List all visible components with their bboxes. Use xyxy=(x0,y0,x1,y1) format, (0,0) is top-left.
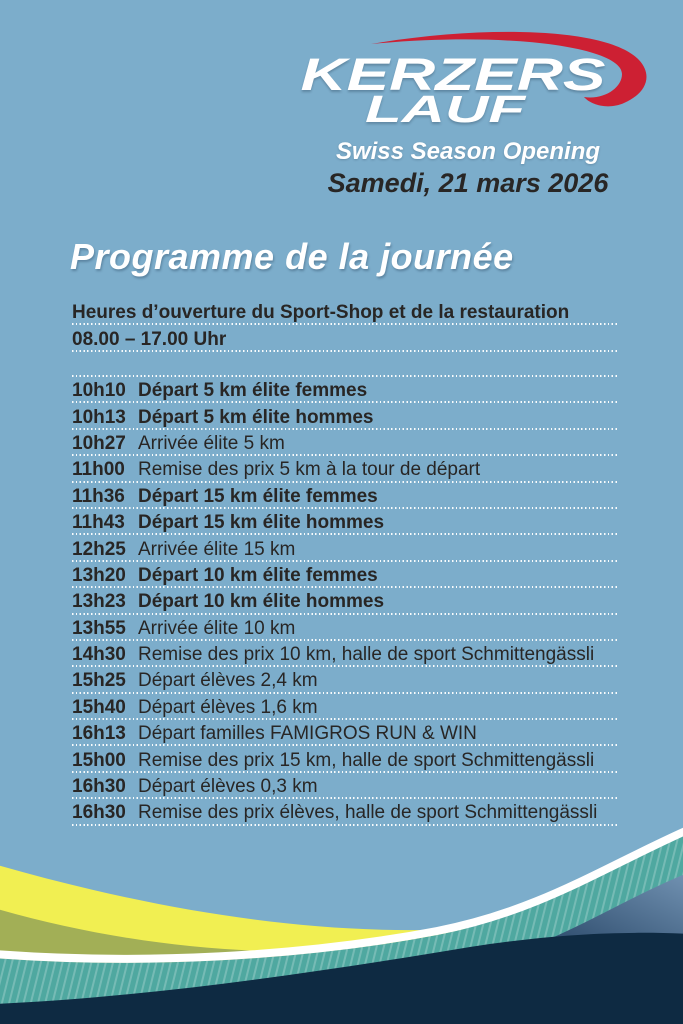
event-subtitle: Swiss Season Opening xyxy=(335,138,601,165)
schedule-time: 16h13 xyxy=(72,723,126,745)
schedule-event: Départ 10 km élite femmes xyxy=(138,564,378,586)
schedule-event: Départ 10 km élite hommes xyxy=(138,591,385,613)
schedule-row xyxy=(72,510,618,536)
schedule-time: 11h00 xyxy=(72,459,125,481)
schedule-time: 15h25 xyxy=(72,670,126,692)
schedule-row xyxy=(72,747,618,773)
spacer-row xyxy=(72,353,618,378)
opening-hours-time: 08.00 – 17.00 Uhr xyxy=(72,328,227,350)
schedule-event: Départ 15 km élite femmes xyxy=(138,485,378,507)
schedule-time: 10h10 xyxy=(72,380,126,402)
schedule-time: 15h40 xyxy=(72,696,126,718)
schedule-time: 10h13 xyxy=(72,406,126,428)
kerzerslauf-logo xyxy=(283,30,653,130)
schedule-event: Remise des prix 10 km, halle de sport Schmittengässli xyxy=(138,644,595,666)
schedule-row xyxy=(72,536,618,562)
opening-hours-value xyxy=(72,326,618,353)
schedule-row xyxy=(72,589,618,615)
footer-wave-graphic xyxy=(0,804,683,1024)
schedule-row xyxy=(72,642,618,668)
schedule-event: Arrivée élite 5 km xyxy=(138,432,285,454)
schedule-time: 16h30 xyxy=(72,802,126,824)
schedule-row xyxy=(72,378,618,404)
schedule-time: 12h25 xyxy=(72,538,126,560)
event-date: Samedi, 21 mars 2026 xyxy=(327,168,609,198)
opening-hours-text: Heures d’ouverture du Sport-Shop et de la restauration xyxy=(72,301,570,323)
program-section xyxy=(72,299,618,827)
schedule-row xyxy=(72,668,618,694)
schedule-event: Départ 5 km élite femmes xyxy=(138,380,368,402)
schedule-event: Départ élèves 0,3 km xyxy=(138,776,318,798)
schedule-event: Départ élèves 1,6 km xyxy=(138,696,318,718)
schedule-time: 13h20 xyxy=(72,564,126,586)
schedule-row xyxy=(72,457,618,483)
logo-text-lauf: LAUF xyxy=(365,89,528,131)
logo-text-kerzers: KERZERS xyxy=(300,49,606,100)
schedule-event: Remise des prix élèves, halle de sport Schmittengässli xyxy=(138,802,598,824)
schedule-row xyxy=(72,721,618,747)
schedule-time: 11h36 xyxy=(72,485,125,507)
schedule-event: Départ 15 km élite hommes xyxy=(138,512,385,534)
schedule-event: Départ élèves 2,4 km xyxy=(138,670,318,692)
schedule-event: Remise des prix 5 km à la tour de départ xyxy=(138,459,481,481)
schedule-time: 11h43 xyxy=(72,512,125,534)
schedule-time: 10h27 xyxy=(72,432,126,454)
schedule-row xyxy=(72,563,618,589)
schedule-row xyxy=(72,774,618,800)
page-title: Programme de la journée xyxy=(70,236,514,277)
schedule-time: 16h30 xyxy=(72,776,126,798)
schedule-row xyxy=(72,484,618,510)
schedule-row xyxy=(72,431,618,457)
header xyxy=(283,30,653,198)
schedule-time: 14h30 xyxy=(72,644,126,666)
schedule-event: Arrivée élite 15 km xyxy=(138,538,296,560)
schedule-event: Arrivée élite 10 km xyxy=(138,617,296,639)
schedule-row xyxy=(72,616,618,642)
schedule-row xyxy=(72,404,618,430)
schedule-event: Départ familles FAMIGROS RUN & WIN xyxy=(138,723,477,745)
schedule-event: Départ 5 km élite hommes xyxy=(138,406,374,428)
schedule-event: Remise des prix 15 km, halle de sport Schmittengässli xyxy=(138,749,595,771)
schedule-time: 13h23 xyxy=(72,591,126,613)
schedule-time: 15h00 xyxy=(72,749,126,771)
schedule-row xyxy=(72,695,618,721)
schedule-list xyxy=(72,378,618,827)
opening-hours-label xyxy=(72,299,618,326)
schedule-time: 13h55 xyxy=(72,617,126,639)
